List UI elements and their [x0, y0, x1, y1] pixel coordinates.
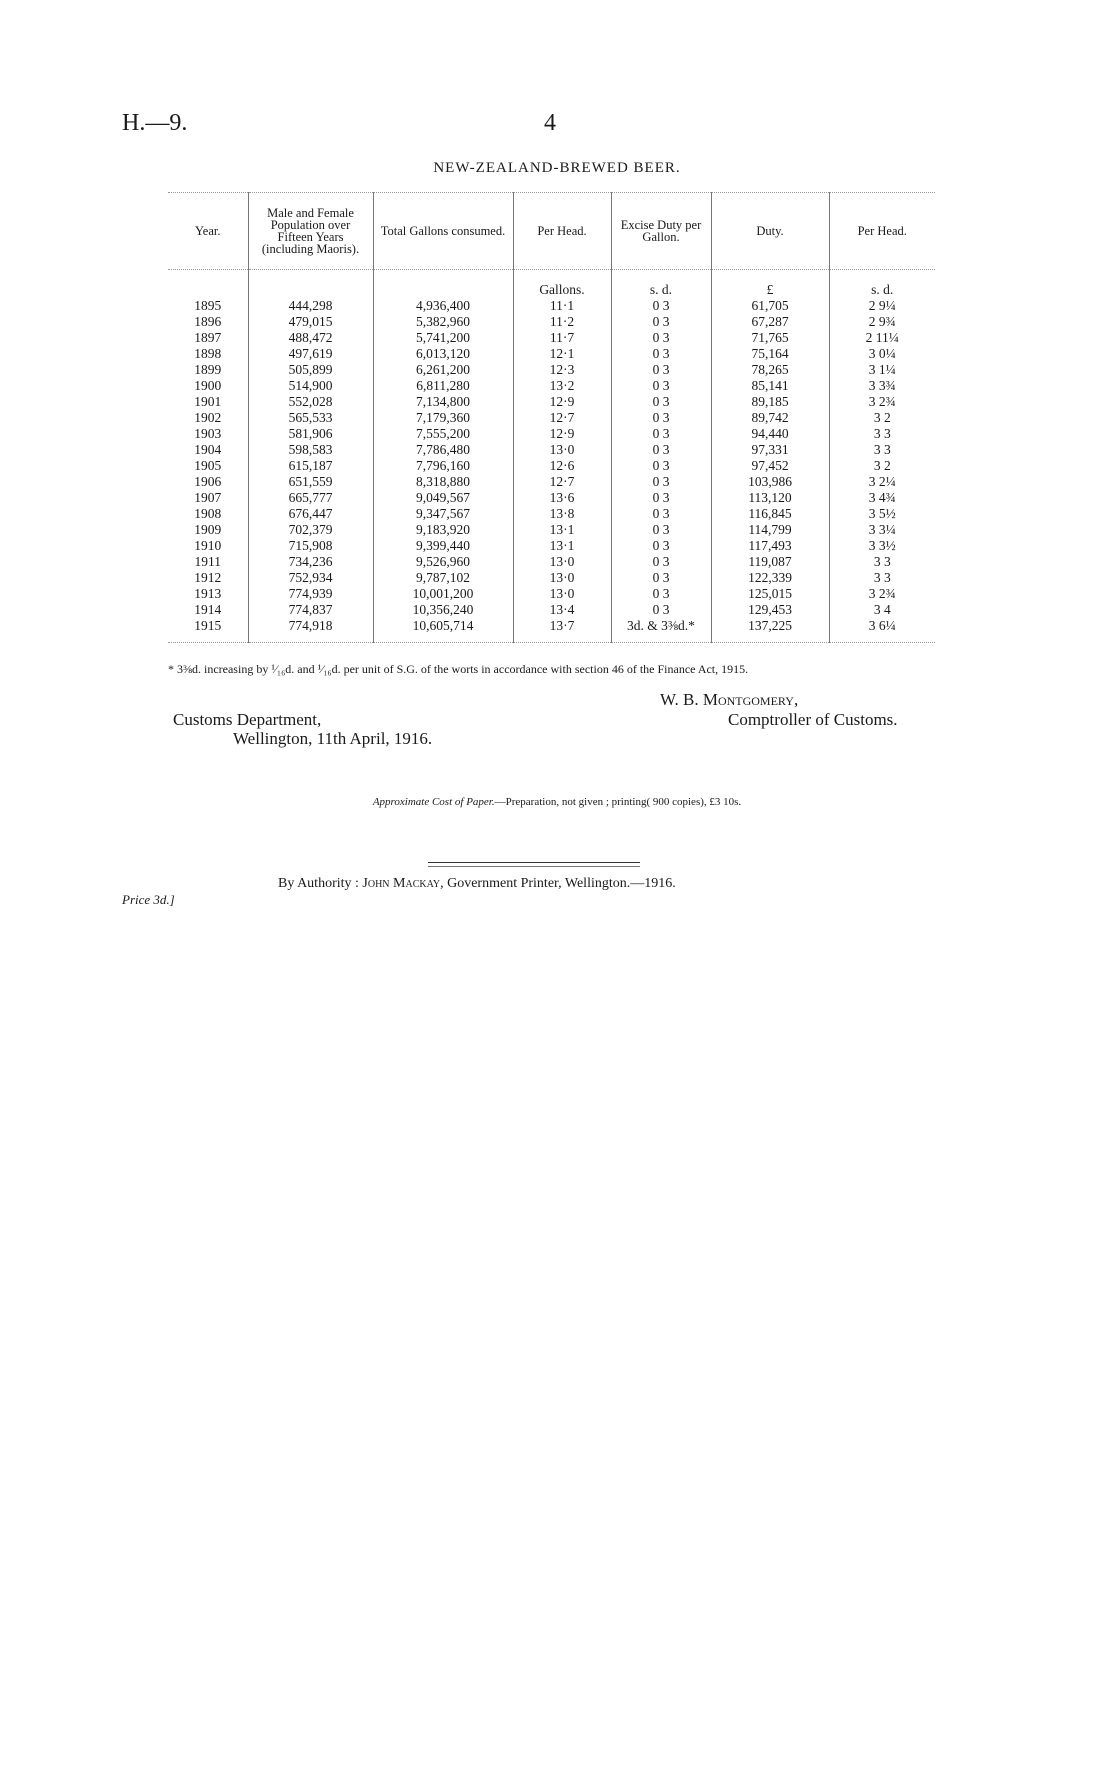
table-cell: 5,741,200 [373, 330, 513, 346]
table-cell: 1908 [194, 506, 222, 521]
column-header: Excise Duty per Gallon. [611, 193, 711, 270]
table-row [168, 394, 935, 410]
table-cell: 752,934 [248, 570, 373, 586]
table-cell: 129,453 [711, 602, 829, 618]
table-cell: 1903 [194, 426, 222, 441]
table-cell: 13·0 [513, 586, 611, 602]
table-cell: 1913 [194, 586, 222, 601]
table-cell: 0 3 [611, 522, 711, 538]
table-cell: 1897 [194, 330, 222, 345]
table-cell: 89,742 [711, 410, 829, 426]
column-header: Year. [168, 193, 248, 270]
table-cell: 12·6 [513, 458, 611, 474]
table-cell: 734,236 [248, 554, 373, 570]
table-cell: 3 2¾ [829, 586, 935, 602]
table-cell: 7,179,360 [373, 410, 513, 426]
table-cell: 2 9¾ [829, 314, 935, 330]
table-row [168, 602, 935, 618]
table-cell: 1902 [194, 410, 222, 425]
table-cell: 3 3 [829, 426, 935, 442]
table-cell: 9,787,102 [373, 570, 513, 586]
table-cell: 665,777 [248, 490, 373, 506]
table-cell: 1900 [194, 378, 222, 393]
table-cell: 6,261,200 [373, 362, 513, 378]
table-cell: 0 3 [611, 570, 711, 586]
table-cell: 11·7 [513, 330, 611, 346]
table-cell: 0 3 [611, 362, 711, 378]
column-header: Per Head. [513, 193, 611, 270]
table-cell: 75,164 [711, 346, 829, 362]
table-cell: 7,786,480 [373, 442, 513, 458]
divider-rule [428, 866, 640, 867]
table-row [168, 298, 935, 314]
table-cell: 119,087 [711, 554, 829, 570]
table-cell: 67,287 [711, 314, 829, 330]
table-cell: 1909 [194, 522, 222, 537]
table-cell: 78,265 [711, 362, 829, 378]
table-cell: 97,452 [711, 458, 829, 474]
table-cell: 0 3 [611, 602, 711, 618]
department-name: Customs Department, [173, 710, 322, 729]
column-header: Total Gallons consumed. [373, 193, 513, 270]
table-cell: 3d. & 3⅜d.* [611, 618, 711, 643]
table-cell: 3 3½ [829, 538, 935, 554]
table-cell: 9,347,567 [373, 506, 513, 522]
table-row [168, 410, 935, 426]
table-row [168, 362, 935, 378]
table-cell: 2 11¼ [829, 330, 935, 346]
table-cell: 774,939 [248, 586, 373, 602]
table-row [168, 618, 935, 643]
table-cell: 6,811,280 [373, 378, 513, 394]
unit-cell: s. d. [829, 270, 935, 299]
table-cell: 1904 [194, 442, 222, 457]
table-cell: 0 3 [611, 394, 711, 410]
table-cell: 13·1 [513, 522, 611, 538]
table-cell: 61,705 [711, 298, 829, 314]
table-cell: 1914 [194, 602, 222, 617]
table-cell: 615,187 [248, 458, 373, 474]
table-title: NEW-ZEALAND-BREWED BEER. [433, 160, 681, 176]
table-cell: 3 2¾ [829, 394, 935, 410]
table-cell: 676,447 [248, 506, 373, 522]
table-cell: 0 3 [611, 490, 711, 506]
table-cell: 1905 [194, 458, 222, 473]
table-cell: 12·9 [513, 394, 611, 410]
beer-statistics-table [168, 192, 935, 643]
table-cell: 3 3 [829, 442, 935, 458]
table-cell: 3 3¾ [829, 378, 935, 394]
table-cell: 3 3 [829, 570, 935, 586]
table-cell: 12·3 [513, 362, 611, 378]
table-cell: 9,049,567 [373, 490, 513, 506]
table-cell: 6,013,120 [373, 346, 513, 362]
price-label: Price 3d.] [122, 892, 175, 907]
table-row [168, 346, 935, 362]
table-cell: 1901 [194, 394, 222, 409]
table-cell: 1912 [194, 570, 222, 585]
table-cell: 774,918 [248, 618, 373, 643]
table-cell: 7,796,160 [373, 458, 513, 474]
table-cell: 651,559 [248, 474, 373, 490]
table-row [168, 538, 935, 554]
table-cell: 479,015 [248, 314, 373, 330]
table-cell: 1907 [194, 490, 222, 505]
table-cell: 1910 [194, 538, 222, 553]
table-cell: 581,906 [248, 426, 373, 442]
table-cell: 702,379 [248, 522, 373, 538]
table-cell: 0 3 [611, 474, 711, 490]
table-cell: 0 3 [611, 298, 711, 314]
column-header: Male and Female Population over Fifteen Years (including Maoris). [248, 193, 373, 270]
table-cell: 1911 [194, 554, 221, 569]
table-cell: 0 3 [611, 314, 711, 330]
table-cell: 1899 [194, 362, 222, 377]
table-cell: 137,225 [711, 618, 829, 643]
table-cell: 12·7 [513, 410, 611, 426]
table-cell: 103,986 [711, 474, 829, 490]
table-cell: 0 3 [611, 346, 711, 362]
table-cell: 505,899 [248, 362, 373, 378]
unit-cell: Gallons. [513, 270, 611, 299]
table-cell: 94,440 [711, 426, 829, 442]
units-row [168, 270, 935, 299]
table-cell: 13·4 [513, 602, 611, 618]
table-row [168, 490, 935, 506]
table-header-row [168, 193, 935, 270]
table-cell: 3 3¼ [829, 522, 935, 538]
table-cell: 2 9¼ [829, 298, 935, 314]
divider-rule [428, 862, 640, 863]
authority-line [278, 876, 676, 892]
table-cell: 113,120 [711, 490, 829, 506]
table-cell: 0 3 [611, 458, 711, 474]
table-cell: 122,339 [711, 570, 829, 586]
table-cell: 1895 [194, 298, 222, 313]
table-cell: 552,028 [248, 394, 373, 410]
unit-cell [248, 270, 373, 299]
signatory-name: W. B. Montgomery, [660, 690, 799, 709]
table-cell: 13·2 [513, 378, 611, 394]
table-cell: 1915 [168, 618, 248, 643]
table-cell: 0 3 [611, 554, 711, 570]
table-cell: 774,837 [248, 602, 373, 618]
signatory-title: Comptroller of Customs. [728, 710, 898, 729]
table-cell: 13·0 [513, 570, 611, 586]
table-cell: 3 0¼ [829, 346, 935, 362]
table-row [168, 522, 935, 538]
column-header: Duty. [711, 193, 829, 270]
printer-name: John Mackay, [362, 876, 444, 891]
table-cell: 13·7 [513, 618, 611, 643]
table-cell: 3 4¾ [829, 490, 935, 506]
table-cell: 4,936,400 [373, 298, 513, 314]
table-cell: 9,526,960 [373, 554, 513, 570]
table-cell: 3 2¼ [829, 474, 935, 490]
table-cell: 598,583 [248, 442, 373, 458]
table-cell: 0 3 [611, 330, 711, 346]
table-cell: 10,356,240 [373, 602, 513, 618]
page-number: 4 [544, 110, 556, 136]
table-cell: 7,555,200 [373, 426, 513, 442]
column-header: Per Head. [829, 193, 935, 270]
table-row [168, 442, 935, 458]
table-cell: 89,185 [711, 394, 829, 410]
table-cell: 497,619 [248, 346, 373, 362]
cost-of-paper-note [0, 796, 1114, 808]
table-cell: 13·1 [513, 538, 611, 554]
table-cell: 85,141 [711, 378, 829, 394]
cost-text: —Preparation, not given ; printing( 900 copies), £3 10s. [494, 796, 742, 808]
table-cell: 13·8 [513, 506, 611, 522]
authority-suffix: Government Printer, Wellington.—1916. [447, 876, 676, 891]
table-cell: 3 1¼ [829, 362, 935, 378]
table-cell: 3 3 [829, 554, 935, 570]
table-cell: 3 2 [829, 410, 935, 426]
table-cell: 10,001,200 [373, 586, 513, 602]
unit-cell: s. d. [611, 270, 711, 299]
table-row [168, 330, 935, 346]
table-cell: 116,845 [711, 506, 829, 522]
table-cell: 514,900 [248, 378, 373, 394]
table-cell: 114,799 [711, 522, 829, 538]
table-cell: 7,134,800 [373, 394, 513, 410]
table-cell: 0 3 [611, 378, 711, 394]
unit-cell: £ [711, 270, 829, 299]
unit-cell [373, 270, 513, 299]
table-cell: 11·2 [513, 314, 611, 330]
table-cell: 71,765 [711, 330, 829, 346]
authority-prefix: By Authority : [278, 876, 359, 891]
table-cell: 117,493 [711, 538, 829, 554]
table-body [168, 270, 935, 643]
table-cell: 9,183,920 [373, 522, 513, 538]
table-cell: 1906 [194, 474, 222, 489]
table-cell: 444,298 [248, 298, 373, 314]
table-cell: 0 3 [611, 426, 711, 442]
table-row [168, 506, 935, 522]
unit-cell [168, 270, 248, 299]
table-cell: 12·9 [513, 426, 611, 442]
table-row [168, 458, 935, 474]
table-cell: 3 4 [829, 602, 935, 618]
table-row [168, 426, 935, 442]
table-cell: 125,015 [711, 586, 829, 602]
table-cell: 3 2 [829, 458, 935, 474]
document-code: H.—9. [122, 110, 188, 136]
table-row [168, 554, 935, 570]
table-cell: 565,533 [248, 410, 373, 426]
table-row [168, 570, 935, 586]
table-cell: 1898 [194, 346, 222, 361]
table-cell: 488,472 [248, 330, 373, 346]
table-cell: 13·0 [513, 554, 611, 570]
table-cell: 12·7 [513, 474, 611, 490]
table-row [168, 474, 935, 490]
table-cell: 12·1 [513, 346, 611, 362]
table-cell: 0 3 [611, 410, 711, 426]
table-cell: 0 3 [611, 538, 711, 554]
table-row [168, 586, 935, 602]
table-cell: 1896 [194, 314, 222, 329]
table-cell: 97,331 [711, 442, 829, 458]
table-cell: 5,382,960 [373, 314, 513, 330]
cost-label: Approximate Cost of Paper. [372, 796, 495, 808]
table-cell: 10,605,714 [373, 618, 513, 643]
table-cell: 3 5½ [829, 506, 935, 522]
table-cell: 3 6¼ [829, 618, 935, 643]
table-cell: 9,399,440 [373, 538, 513, 554]
table-cell: 0 3 [611, 506, 711, 522]
table-cell: 13·6 [513, 490, 611, 506]
table-cell: 13·0 [513, 442, 611, 458]
footnote: * 3⅜d. increasing by ¹⁄₁₆d. and ¹⁄₁₆d. per unit of S.G. of the worts in accordance with section 46 of the Finance Act, 1915. [168, 662, 749, 676]
table-cell: 11·1 [513, 298, 611, 314]
table-cell: 0 3 [611, 586, 711, 602]
table-cell: 0 3 [611, 442, 711, 458]
table-row [168, 314, 935, 330]
table-cell: 715,908 [248, 538, 373, 554]
table-row [168, 378, 935, 394]
department-place-date: Wellington, 11th April, 1916. [233, 729, 433, 748]
table-cell: 8,318,880 [373, 474, 513, 490]
